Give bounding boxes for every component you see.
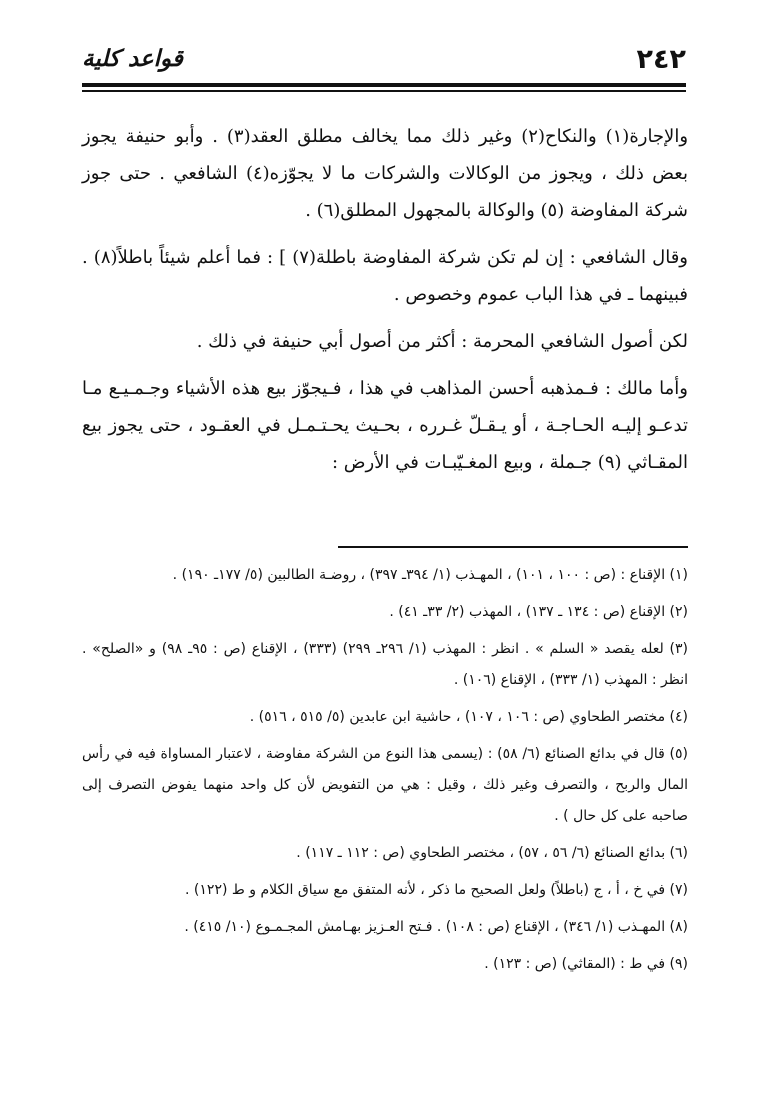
paragraph: لكن أصول الشافعي المحرمة : أكثر من أصول أبي حنيفة في ذلك . — [196, 331, 688, 352]
footnote: (٧) في خ ، أ ، ج (باطلاً) ولعل الصحيح ما ذكر ، لأنه المتفق مع سياق الكلام و ط (١٢٢) . — [185, 882, 688, 898]
page-header — [82, 40, 686, 78]
footnote: (٨) المهـذب (١/ ٣٤٦) ، الإقناع (ص : ١٠٨) . فـتح العـزيز بهـامش المجـمـوع (١٠/ ٤١٥) . — [184, 919, 688, 935]
footnote: (٥) قال في بدائع الصنائع (٦/ ٥٨) : (يسمى هذا النوع من الشركة مفاوضة ، لاعتبار المساواة فيه في رأس المال والربح ، والتصرف وغير ذلك ، وقيل : هي من التفويض لأن كل واحد منهما يفوض التصرف إلى صاحبه على كل حال ) . — [82, 746, 688, 824]
paragraph: وقال الشافعي : إن لم تكن شركة المفاوضة باطلة(٧) ] : فما أعلم شيئاً باطلاً(٨) . فبينهما ـ في هذا الباب عموم وخصوص . — [82, 247, 688, 305]
footnote: (٢) الإقناع (ص : ١٣٤ ـ ١٣٧) ، المهذب (٢/ ٣٣ـ ٤١) . — [389, 604, 688, 620]
footnote: (٤) مختصر الطحاوي (ص : ١٠٦ ، ١٠٧) ، حاشية ابن عابدين (٥/ ٥١٥ ، ٥١٦) . — [249, 709, 688, 725]
footnote: (١) الإقناع : (ص : ١٠٠ ، ١٠١) ، المهـذب (١/ ٣٩٤ـ ٣٩٧) ، روضـة الطالبين (٥/ ١٧٧ـ ١٩٠) . — [172, 567, 688, 583]
header-rule-thick — [82, 83, 686, 87]
footnote-separator — [338, 546, 688, 548]
footnote: (٩) في ط : (المقاثي) (ص : ١٢٣) . — [484, 956, 688, 972]
footnotes — [82, 560, 688, 986]
footnote: (٣) لعله يقصد « السلم » . انظر : المهذب (١/ ٢٩٦ـ ٢٩٩) (٣٣٣) ، الإقناع (ص : ٩٥ـ ٩٨) و «الصلح» . انظر : المهذب (١/ ٣٣٣) ، الإقناع (١٠٦) . — [82, 641, 689, 688]
page-number: ٢٤٢ — [636, 43, 686, 75]
main-text — [82, 118, 688, 491]
paragraph: والإجارة(١) والنكاح(٢) وغير ذلك مما يخالف مطلق العقد(٣) . وأبو حنيفة يجوز بعض ذلك ، ويجوز من الوكالات والشركات ما لا يجوّزه(٤) الشافعي . حتى جوز شركة المفاوضة (٥) والوكالة بالمجهول المطلق(٦) . — [82, 126, 689, 221]
paragraph: وأما مالك : فـمذهبه أحسن المذاهب في هذا ، فـيجوّز بيع هذه الأشياء وجـمـيـع مـا تدعـو إليـه الحـاجـة ، أو يـقـلّ غـرره ، بحـيث يحـتـمـل في العقـود ، حتى يجوز بيع المقـاثي (٩) جـملة ، وبيع المغـيّبـات في الأرض : — [82, 378, 688, 473]
header-rule-thin — [82, 90, 686, 92]
running-title: قواعد كلية — [82, 46, 183, 72]
footnote: (٦) بدائع الصنائع (٦/ ٥٦ ، ٥٧) ، مختصر الطحاوي (ص : ١١٢ ـ ١١٧) . — [296, 845, 688, 861]
